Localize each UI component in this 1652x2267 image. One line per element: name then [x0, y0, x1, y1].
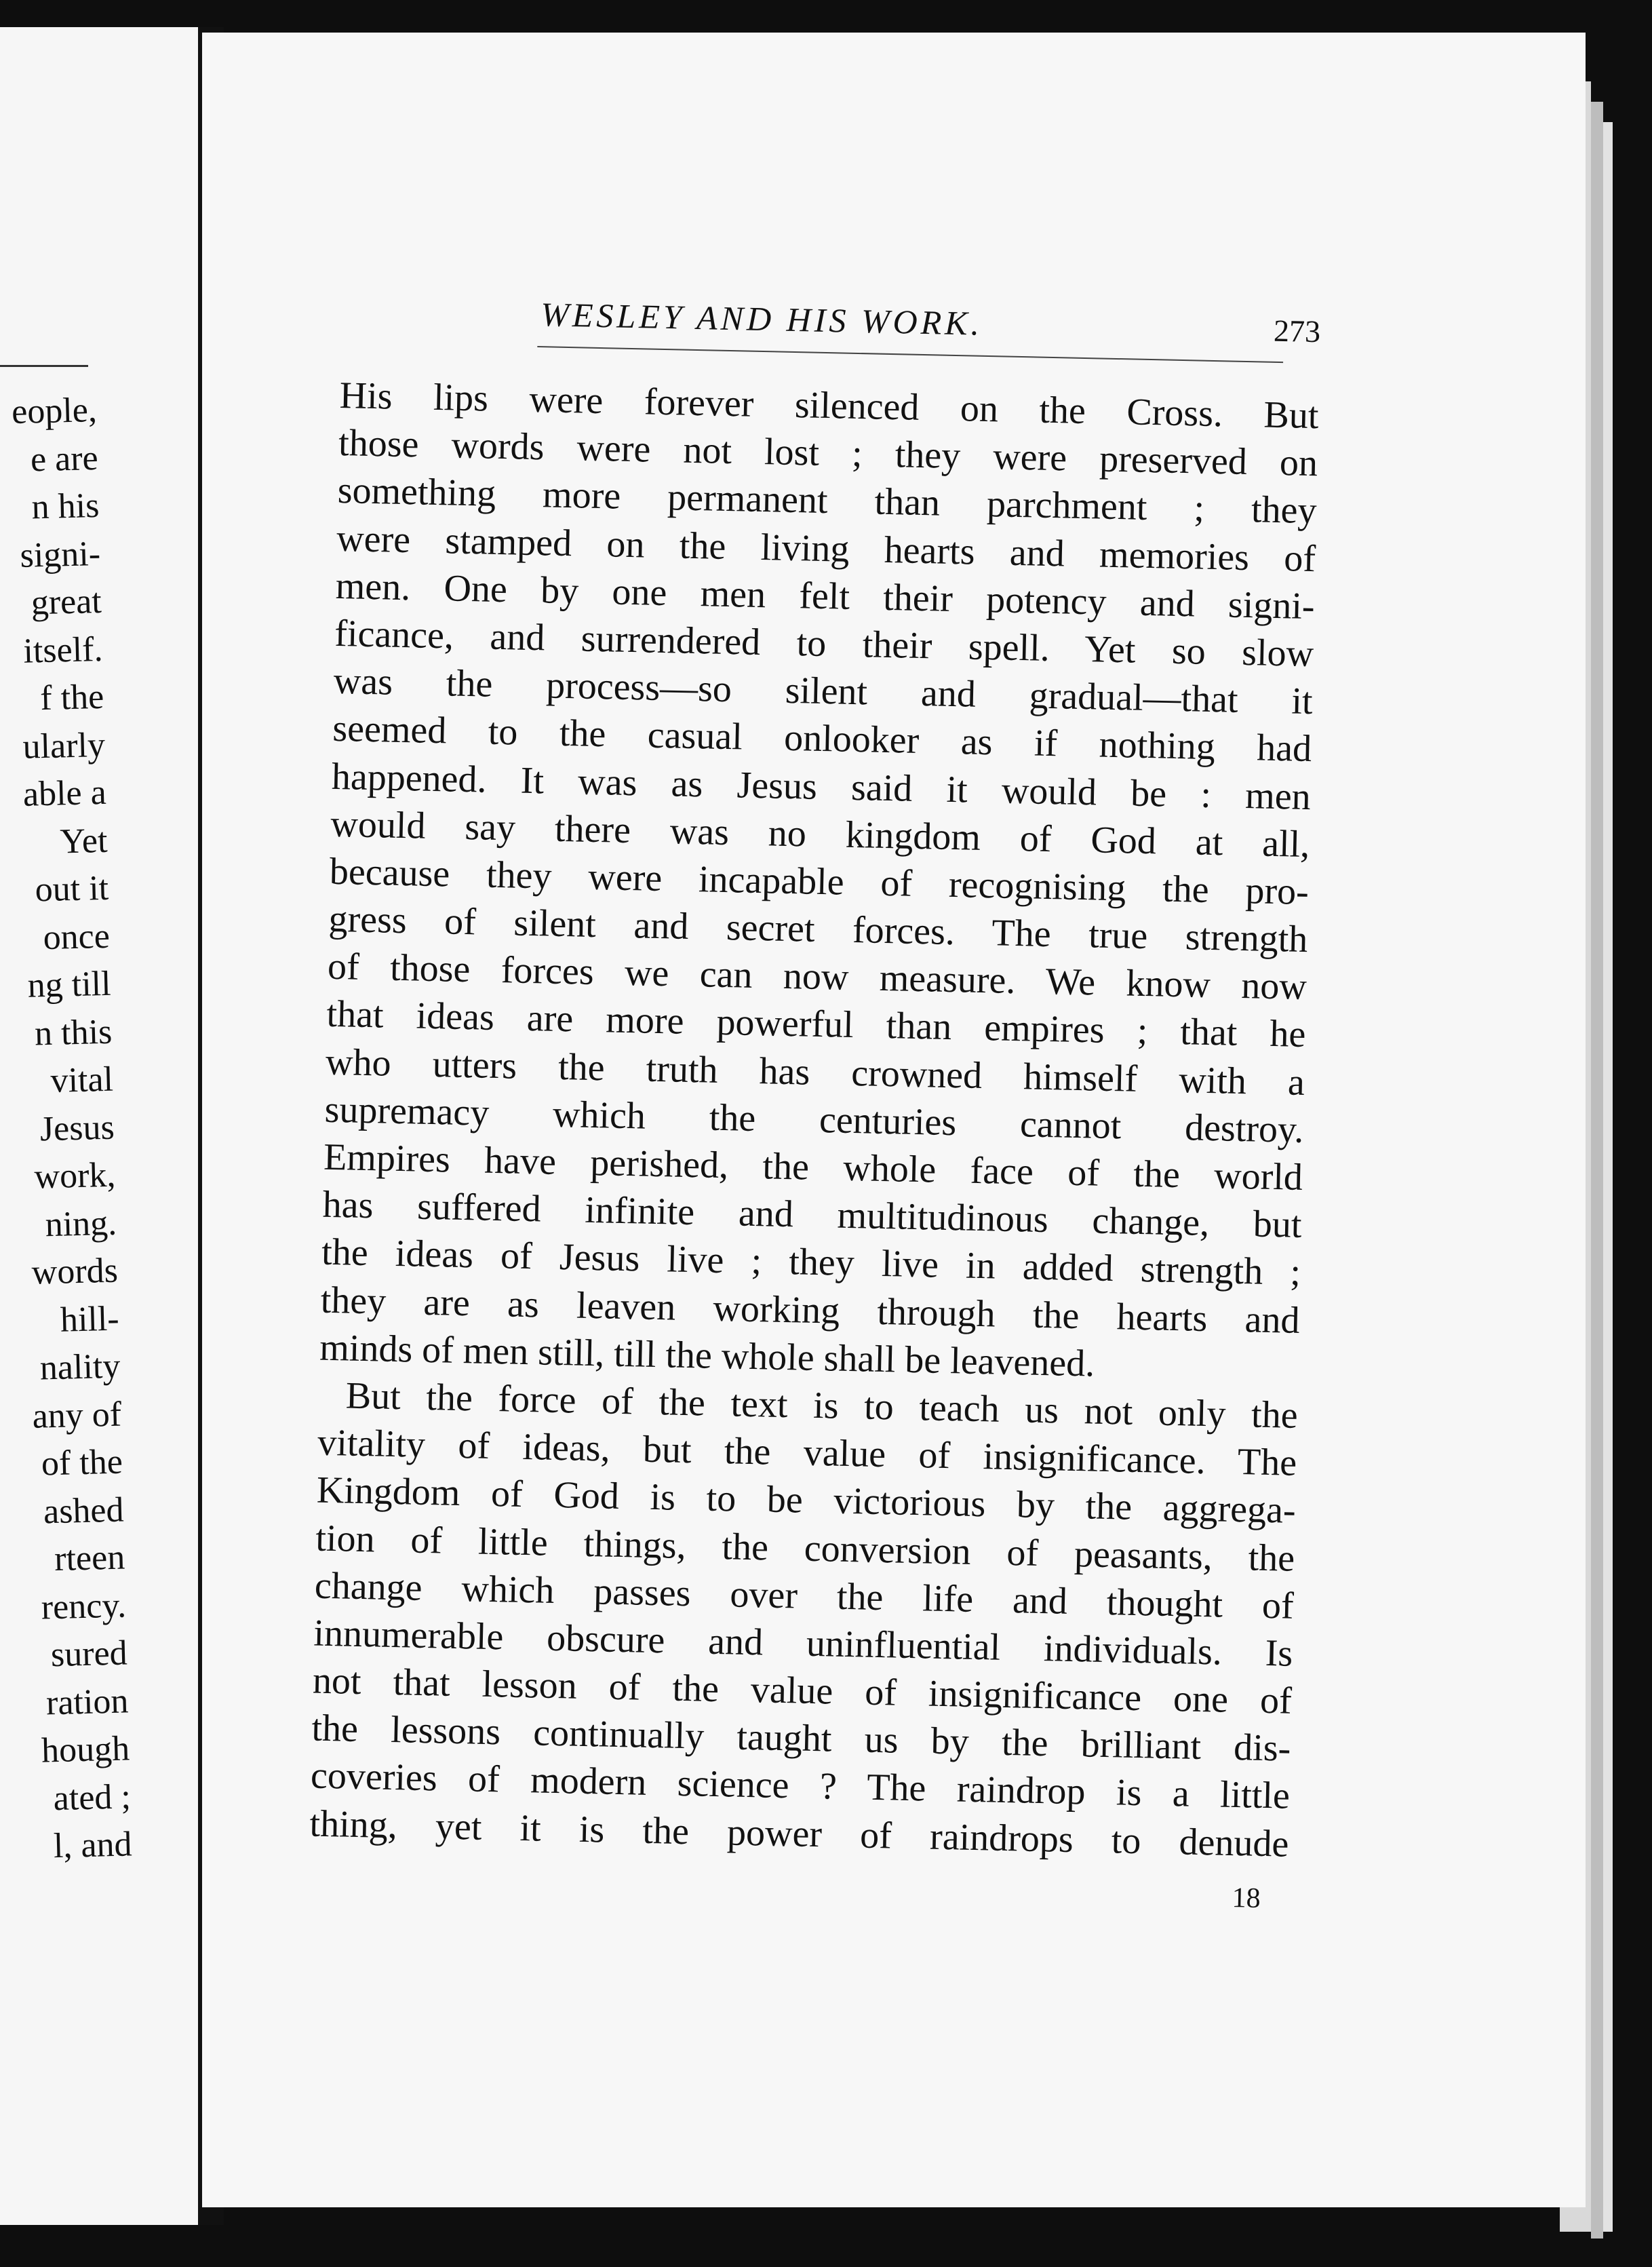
left-fragment: l, and: [53, 1825, 133, 1866]
left-fragment: ularly: [22, 725, 106, 767]
text-line: gress of silent and secret forces. The true strength: [328, 897, 1308, 961]
text-line: thing, yet it is the power of raindrops to denude: [309, 1802, 1289, 1865]
left-fragment: ration: [45, 1681, 130, 1722]
left-fragment: rency.: [41, 1585, 127, 1627]
left-fragment: any of: [31, 1395, 122, 1436]
text-line: But the force of the text is to teach us not only the: [345, 1374, 1299, 1437]
left-fragment: nality: [39, 1346, 121, 1388]
text-line: would say there was no kingdom of God at all,: [330, 802, 1310, 866]
text-line: something more permanent than parchment ; they: [337, 469, 1318, 532]
left-fragment: n his: [31, 486, 100, 527]
body-text: [309, 372, 1319, 1868]
left-fragment: hill-: [60, 1299, 120, 1340]
left-fragment: eople,: [11, 390, 98, 432]
left-fragment: work,: [33, 1155, 117, 1197]
text-line: that ideas are more powerful than empires ; that he: [326, 993, 1306, 1056]
text-line: coveries of modern science ? The raindrop is a little: [310, 1754, 1291, 1818]
left-fragment: ated ;: [53, 1777, 132, 1818]
left-fragment: rteen: [54, 1538, 125, 1579]
text-line: because they were incapable of recognising the pro-: [329, 850, 1310, 913]
running-head: WESLEY AND HIS WORK.: [540, 295, 983, 343]
text-line: ficance, and surrendered to their spell. Yet so slow: [334, 612, 1314, 676]
left-fragment: of the: [41, 1442, 123, 1484]
left-fragment: vital: [50, 1060, 114, 1100]
text-line: those words were not lost ; they were preserved on: [338, 422, 1318, 485]
text-line: who utters the truth has crowned himself with a: [325, 1041, 1305, 1104]
left-facing-page: [0, 27, 198, 2225]
text-line: happened. It was as Jesus said it would be : men: [331, 755, 1312, 818]
left-fragment: once: [42, 916, 111, 957]
text-line: the ideas of Jesus live ; they live in added strength ;: [321, 1231, 1301, 1294]
text-line: change which passes over the life and thought of: [314, 1564, 1295, 1627]
text-line: were stamped on the living hearts and memories of: [336, 517, 1316, 580]
text-line: supremacy which the centuries cannot destroy.: [324, 1088, 1305, 1151]
left-fragment: words: [31, 1251, 119, 1292]
text-line: His lips were forever silenced on the Cross. But: [339, 374, 1320, 438]
text-line: has suffered infinite and multitudinous change, but: [322, 1183, 1303, 1247]
left-page-rule: [0, 365, 88, 367]
text-line: of those forces we can now measure. We know now: [327, 946, 1307, 1009]
text-line: not that lesson of the value of insignificance one of: [312, 1659, 1293, 1722]
page-edge: [1603, 122, 1613, 2232]
signature-mark: 18: [1232, 1882, 1261, 1914]
left-fragment: hough: [41, 1729, 130, 1770]
left-fragment: Jesus: [39, 1108, 115, 1148]
page-header: [340, 290, 1320, 365]
left-fragment: n this: [34, 1012, 113, 1053]
left-fragment: signi-: [19, 534, 101, 575]
left-fragment: e are: [30, 438, 99, 479]
left-fragment: sured: [50, 1633, 128, 1675]
left-fragment: able a: [22, 773, 107, 814]
text-line: Kingdom of God is to be victorious by the aggrega-: [316, 1469, 1297, 1532]
left-fragment: Yet: [59, 821, 109, 861]
left-fragment: great: [31, 581, 102, 623]
left-fragment: f the: [39, 677, 104, 718]
text-line: seemed to the casual onlooker as if nothing had: [332, 708, 1312, 771]
left-fragment: out it: [35, 868, 109, 910]
left-fragment: ning.: [45, 1203, 117, 1244]
right-page: [202, 33, 1586, 2207]
text-line: minds of men still, till the whole shall be leavened.: [319, 1326, 1095, 1385]
page-edge: [1591, 102, 1603, 2239]
left-page-text-fragments: [0, 387, 132, 1874]
text-line: the lessons continually taught us by the brilliant dis-: [311, 1707, 1291, 1770]
left-fragment: ashed: [43, 1490, 125, 1531]
text-line: vitality of ideas, but the value of insignificance. The: [317, 1421, 1297, 1484]
text-line: was the process—so silent and gradual—that it: [333, 660, 1314, 723]
header-rule: [537, 346, 1283, 363]
text-line: they are as leaven working through the hearts and: [320, 1279, 1301, 1342]
text-line: tion of little things, the conversion of peasants, the: [315, 1517, 1295, 1580]
text-line: Empires have perished, the whole face of the world: [323, 1136, 1303, 1199]
page-content: [308, 290, 1320, 1916]
text-line: men. One by one men felt their potency and signi-: [335, 564, 1316, 627]
page-number: 273: [1273, 313, 1321, 349]
left-fragment: itself.: [22, 629, 104, 671]
text-line: innumerable obscure and uninfluential individuals. Is: [313, 1612, 1293, 1675]
left-fragment: ng till: [27, 964, 112, 1005]
